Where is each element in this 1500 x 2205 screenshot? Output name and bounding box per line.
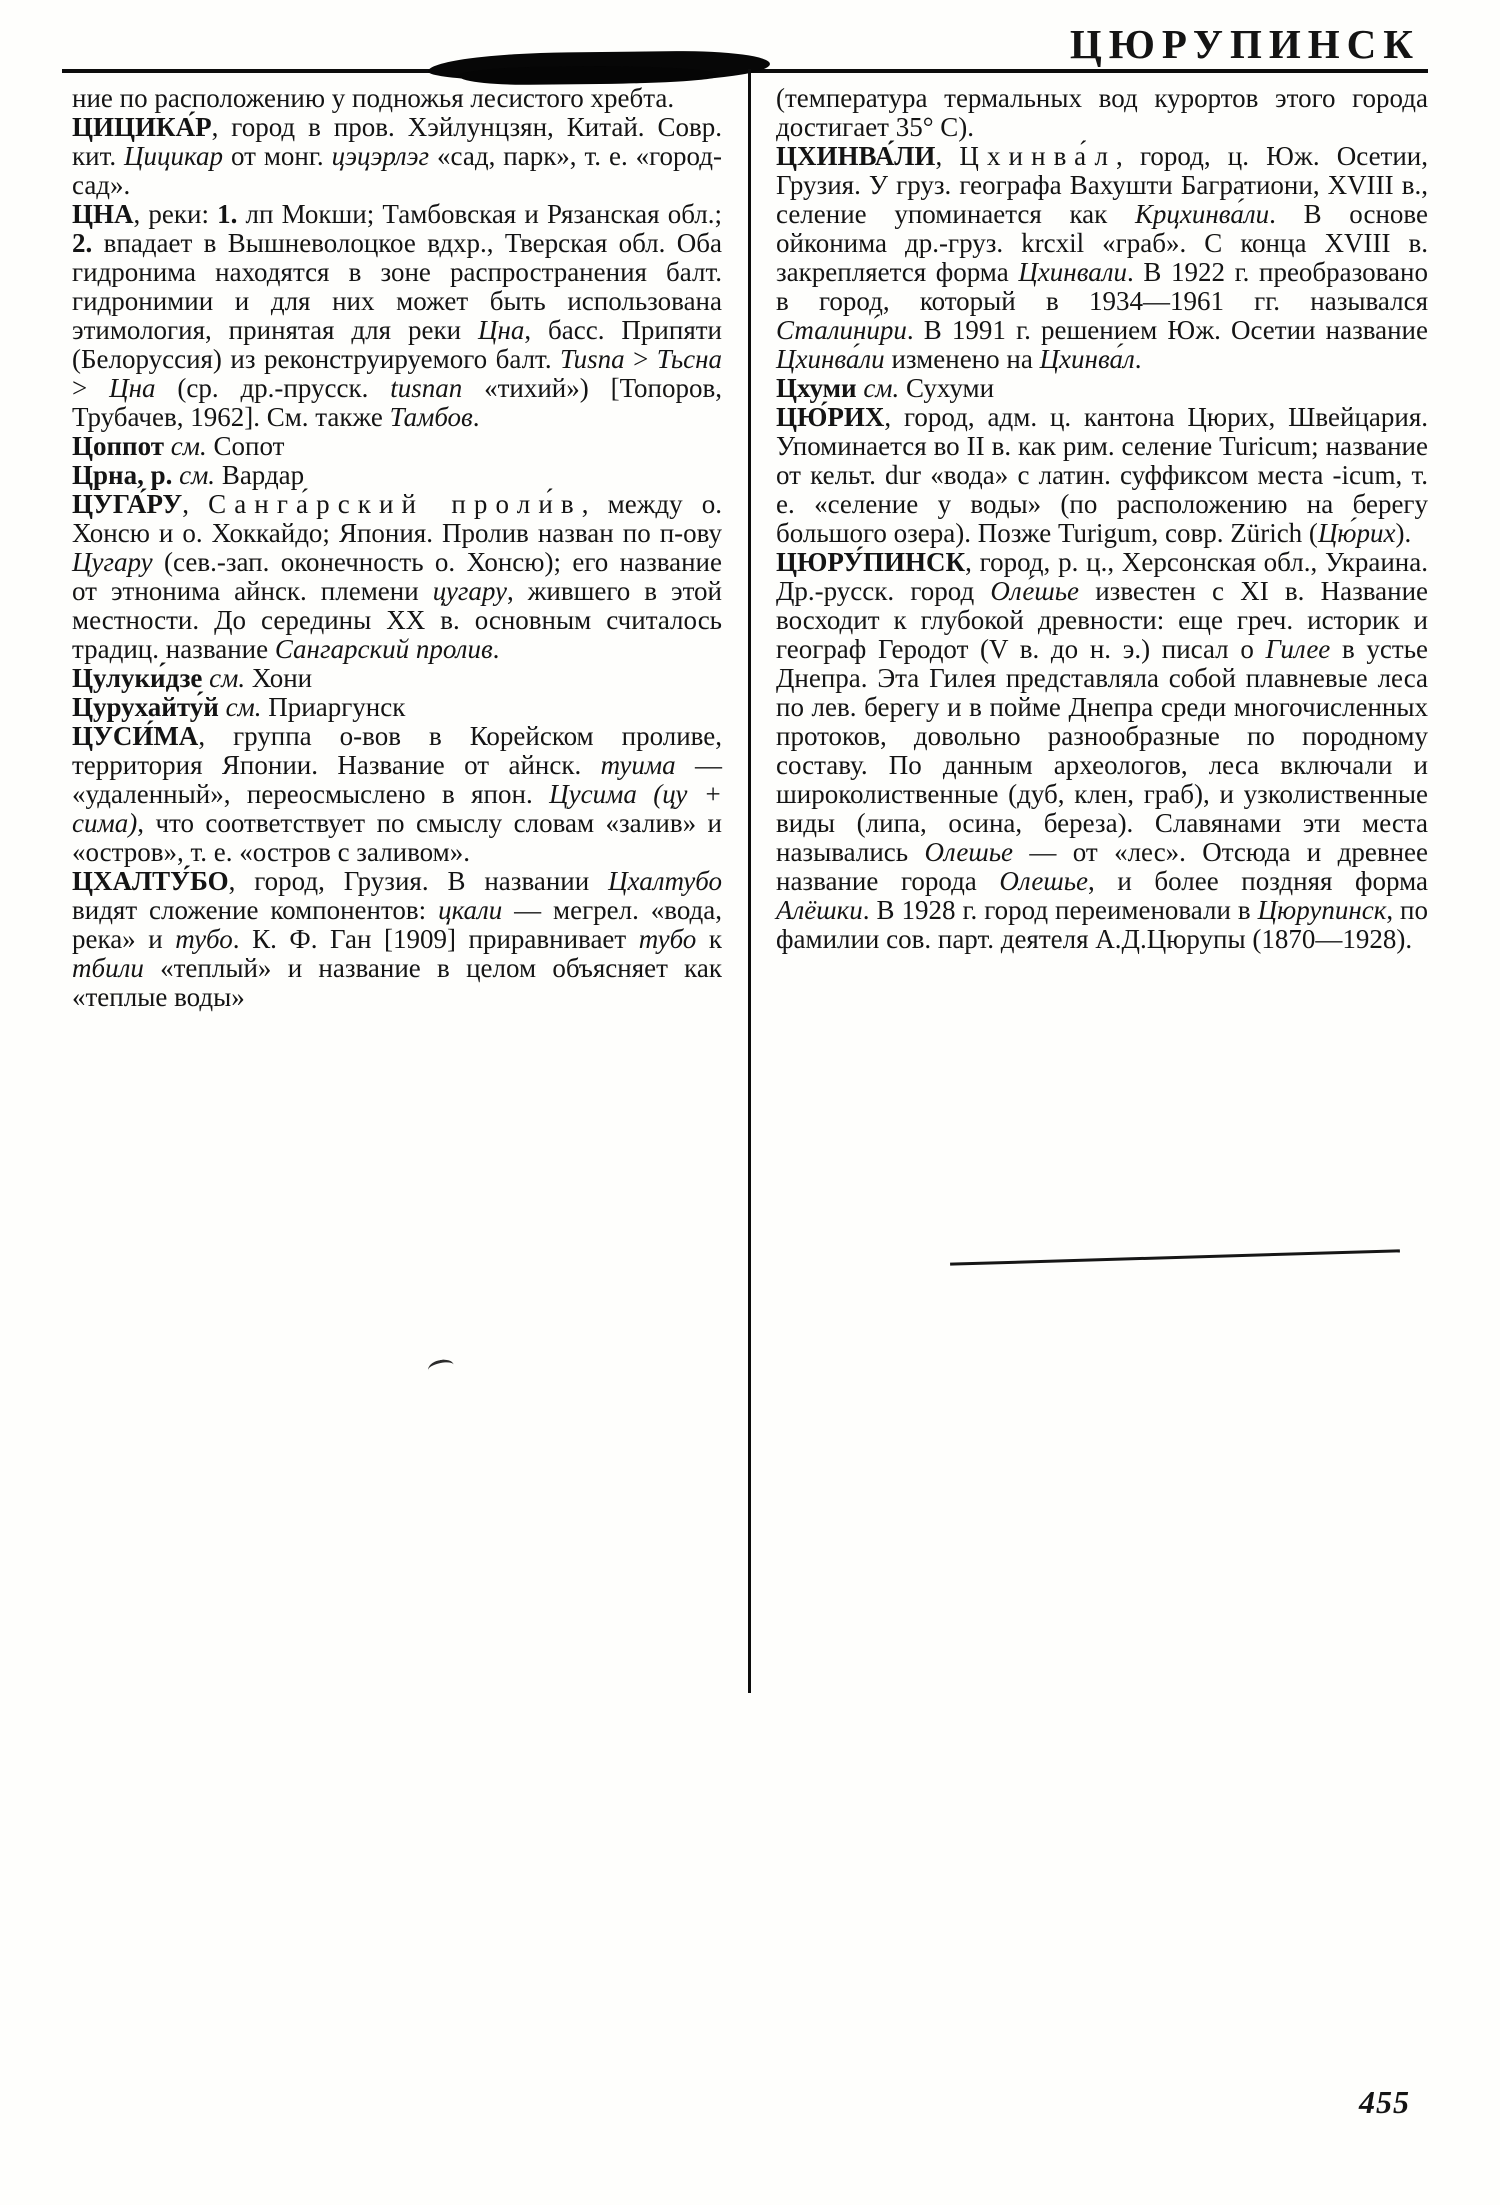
entry-text: лп Мокши; Тамбовская и Рязанская обл.; [237, 199, 722, 229]
headword: Цхуми [776, 373, 857, 403]
entry-text: Цюрупинск [1257, 895, 1387, 925]
entry-text: , город, Грузия. В названии [228, 866, 609, 896]
entry-text: в устье Днепра. Эта Гилея представляла собой плавневые леса по лев. берегу и в пойме Днепра среди многочисленных протоков, довольно разнообразные по породному составу. По данным археологов, леса включали и широколиственные (дуб, клен, граб), и узколиственные виды (липа, осина, береза). Славянами эти места назывались [776, 634, 1428, 867]
entry-text: к [696, 924, 722, 954]
entry-text: Цна [477, 315, 525, 345]
entry-text: tusnan [390, 373, 463, 403]
headword: Цурухайту́й [72, 692, 219, 722]
entry-text: тбили [72, 953, 144, 983]
headword: ЦУСИ́МА [72, 721, 199, 751]
entry-text: Алёшки [776, 895, 863, 925]
headword: Цоппот [72, 431, 165, 461]
entry-text: , жившего в этой местности. До середины XX в. основным считалось традиц. название [72, 576, 722, 664]
entry-text: цэцэрлэг [331, 141, 430, 171]
entry-text: Цхинва́ли [776, 344, 885, 374]
entry-text: Сталини́ри [776, 315, 907, 345]
dictionary-entry [72, 490, 722, 664]
entry-text: Приаргунск [261, 692, 406, 722]
entry-text: Гилее [1265, 634, 1331, 664]
dictionary-entry [776, 84, 1428, 142]
entry-text: Цхинва́л [1039, 344, 1135, 374]
entry-text: Олешье [999, 866, 1088, 896]
entry-text: . [492, 634, 500, 664]
entry-text: , и более поздняя форма [1087, 866, 1428, 896]
text-columns [72, 84, 1428, 1012]
entry-text: впадает в Вышневолоцкое вдхр., Тверская обл. Оба гидронима находятся в зоне распространения балт. гидронимии и для них может быть использована этимология, принятая для реки [72, 228, 722, 345]
entry-text: , [182, 489, 209, 519]
left-column [72, 84, 722, 1012]
entry-text: . К. Ф. Ган [1909] приравнивает [232, 924, 639, 954]
entry-text: см. [179, 460, 216, 490]
entry-text: тубо [638, 924, 697, 954]
entry-text: цугару [432, 576, 507, 606]
entry-text: > [624, 344, 657, 374]
entry-text: Вардар [215, 460, 305, 490]
dictionary-entry [72, 867, 722, 1012]
dictionary-entry [72, 84, 722, 113]
entry-text: (сев.-зап. оконечность о. Хонсю); его название от этнонима айнск. племени [72, 547, 722, 606]
entry-text: Сопот [206, 431, 285, 461]
entry-text: . В основе ойконима др.-груз. krcxil «граб». С конца XVIII в. закрепляется форма [776, 199, 1428, 287]
dictionary-entry [776, 374, 1428, 403]
entry-text: Тамбов [389, 402, 473, 432]
entry-text: см. [225, 692, 262, 722]
entry-text: Цугару [72, 547, 153, 577]
entry-text: Цицикар [124, 141, 223, 171]
entry-text: ние по расположению у подножья лесистого хребта. [72, 83, 675, 113]
entry-text: Тьсна [656, 344, 722, 374]
entry-text: «сад, парк», т. е. «город-сад». [72, 141, 722, 200]
entry-text: Сангарский пролив [274, 634, 493, 664]
running-head: ЦЮРУПИНСК [1069, 21, 1420, 67]
entry-text: , город, р. ц., Херсонская обл., Украина. Др.-русск. город [776, 547, 1428, 606]
entry-text: Цна [109, 373, 156, 403]
scan-stray-line-artifact [950, 1249, 1400, 1265]
dictionary-entry [72, 432, 722, 461]
dictionary-entry [72, 693, 722, 722]
dictionary-entry [72, 200, 722, 432]
entry-text: туима [600, 750, 676, 780]
entry-text: см. [170, 431, 207, 461]
entry-text [164, 431, 171, 461]
entry-text: цкали [438, 895, 503, 925]
entry-text: , басс. Припяти (Белоруссия) из реконструируемого балт. [72, 315, 722, 374]
headword: 1. [217, 199, 238, 229]
entry-text: Tusna [560, 344, 625, 374]
headword: 2. [72, 228, 93, 258]
entry-text: Цусима (цу + сима) [72, 779, 722, 838]
headword: ЦХАЛТУ́БО [72, 866, 229, 896]
entry-text: Цхалтубо [608, 866, 722, 896]
headword: ЦЮРУ́ПИНСК [776, 547, 966, 577]
entry-text: (температура термальных вод курортов этого города достигает 35° С). [776, 83, 1428, 142]
entry-text: . [472, 402, 480, 432]
dictionary-entry [72, 664, 722, 693]
headword: ЦУГА́РУ [72, 489, 183, 519]
entry-text: известен с XI в. Название восходит к глубокой древности: еще греч. историк и географ Геродот (V в. до н. э.) писал о [776, 576, 1428, 664]
entry-text: Цхинвали [1018, 257, 1127, 287]
entry-text: см. [209, 663, 246, 693]
entry-text: , город, адм. ц. кантона Цюрих, Швейцария. Упоминается во II в. как рим. селение Turicum; название от кельт. dur «вода» с латин. суффиксом места -icum, т. е. «селение у воды» (по расположению на берегу большого озера). Позже Turigum, совр. Zürich ( [776, 402, 1428, 548]
entry-text: . [1134, 344, 1142, 374]
dictionary-entry [72, 461, 722, 490]
entry-text: , по фамилии сов. парт. деятеля А.Д.Цюрупы (1870—1928). [776, 895, 1428, 954]
scan-ink-smudge-artifact [428, 50, 770, 84]
entry-text: Хони [245, 663, 313, 693]
entry-text: Оле́шье [990, 576, 1080, 606]
entry-text: Сухуми [899, 373, 995, 403]
entry-text: , город в пров. Хэйлунцзян, Китай. Совр. кит. [72, 112, 722, 171]
entry-text: , что соответствует по смыслу словам «залив» и «остров», т. е. «остров с заливом». [72, 808, 722, 867]
entry-text: . В 1991 г. решением Юж. Осетии название [906, 315, 1428, 345]
entry-text: , между о. Хонсю и о. Хоккайдо; Япония. Пролив назван по п-ову [72, 489, 723, 548]
entry-text: — мегрел. «вода, река» и [72, 895, 723, 954]
right-column [776, 84, 1428, 954]
entry-text: «тихий») [Топоров, Трубачев, 1962]. См. также [72, 373, 722, 432]
headword: ЦИЦИКА́Р [72, 112, 212, 142]
scan-squiggle-artifact [427, 1357, 456, 1377]
entry-text: изменено на [884, 344, 1040, 374]
entry-text: , город, ц. Юж. Осетии, Грузия. У груз. географа Вахушти Багратиони, XVIII в., селение упоминается как [776, 141, 1428, 229]
entry-text: (ср. др.-прусск. [155, 373, 391, 403]
headword: ЦНА [72, 199, 134, 229]
dictionary-entry [72, 722, 722, 867]
dictionary-entry [776, 403, 1428, 548]
entry-text: > [72, 373, 110, 403]
headword: Црна, р. [72, 460, 173, 490]
entry-text: «теплый» и название в целом объясняет как «теплые воды» [72, 953, 722, 1012]
entry-text: Олешье [924, 837, 1014, 867]
entry-text: Крцхинва́ли [1135, 199, 1270, 229]
dictionary-entry [72, 113, 722, 200]
entry-text: , группа о-вов в Корейском проливе, территория Японии. Название от айнск. [72, 721, 722, 780]
entry-text: ). [1395, 518, 1412, 548]
entry-text: от монг. [223, 141, 332, 171]
entry-text [219, 692, 226, 722]
entry-text: Санга́рский проли́в [208, 489, 582, 519]
entry-text: . В 1922 г. преобразовано в город, который в 1934—1961 гг. назывался [776, 257, 1428, 316]
entry-text: . В 1928 г. город переименовали в [862, 895, 1258, 925]
headword: ЦХИНВА́ЛИ [776, 141, 936, 171]
entry-text: Цхинва́л [959, 141, 1117, 171]
entry-text: см. [863, 373, 900, 403]
page-number: 455 [1359, 2084, 1410, 2120]
headword: Цулуки́дзе [72, 663, 203, 693]
entry-text: , [935, 141, 960, 171]
entry-text: — от «лес». Отсюда и древнее название города [776, 837, 1428, 896]
dictionary-entry [776, 142, 1428, 374]
entry-text: , реки: [133, 199, 218, 229]
headword: ЦЮ́РИХ [776, 402, 885, 432]
entry-text: тубо [175, 924, 233, 954]
dictionary-entry [776, 548, 1428, 954]
entry-text: — «удаленный», переосмыслено в япон. [72, 750, 723, 809]
entry-text: Цю́рих [1317, 518, 1396, 548]
entry-text: видят сложение компонентов: [72, 895, 439, 925]
